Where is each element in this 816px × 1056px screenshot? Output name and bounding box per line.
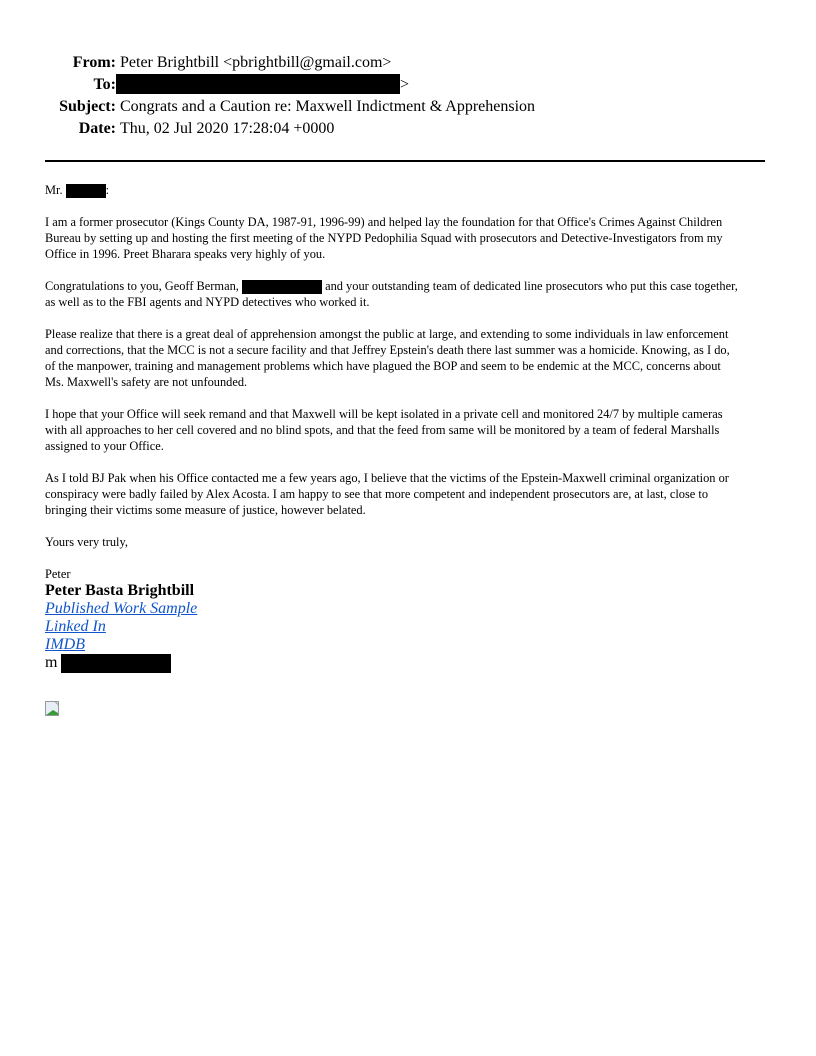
text-line: with all approaches to her cell covered and no blind spots, and that the feed from same will be monitored by a team of federal Marshalls — [45, 423, 720, 438]
subject-value: Congrats and a Caution re: Maxwell Indictment & Apprehension — [120, 98, 536, 115]
email-header — [0, 52, 535, 140]
from-value: Peter Brightbill <pbrightbill@gmail.com> — [120, 54, 392, 71]
greeting — [45, 182, 775, 198]
email-body — [45, 182, 775, 716]
paragraph-3 — [45, 326, 775, 390]
date-row — [0, 118, 535, 140]
subject-label: Subject: — [59, 98, 116, 115]
paragraph-4 — [45, 406, 775, 454]
closing: Yours very truly, — [45, 535, 128, 550]
text-line: Please realize that there is a great deal of apprehension amongst the public at large, and extending to some individuals in law enforcement — [45, 327, 729, 342]
text-segment: Congratulations to you, Geoff Berman, — [45, 279, 242, 294]
to-suffix: > — [400, 76, 410, 93]
text-line: Bureau by setting up and hosting the first meeting of the NYPD Pedophilia Squad with prosecutors and Detective-Investigators from my — [45, 231, 723, 246]
to-label: To: — [93, 76, 116, 93]
broken-image-icon — [45, 701, 62, 716]
text-line: as well as to the FBI agents and NYPD detectives who worked it. — [45, 295, 370, 310]
redaction-box — [66, 184, 106, 198]
greeting-prefix: Mr. — [45, 183, 66, 197]
text-segment: and your outstanding team of dedicated line prosecutors who put this case together, — [321, 279, 738, 294]
linkedin-link[interactable]: Linked In — [45, 618, 106, 636]
from-label: From: — [72, 54, 116, 71]
signature-name: Peter Basta Brightbill — [45, 582, 195, 600]
redaction-box — [116, 74, 400, 94]
paragraph-1 — [45, 214, 775, 262]
first-name: Peter — [45, 567, 71, 582]
mobile-row — [45, 654, 775, 673]
from-row — [0, 52, 535, 74]
text-line: assigned to your Office. — [45, 439, 164, 454]
text-line: conspiracy were badly failed by Alex Acosta. I am happy to see that more competent and independent prosecutors are, at last, close to — [45, 487, 709, 502]
text-line: I am a former prosecutor (Kings County DA, 1987-91, 1996-99) and helped lay the foundation for that Office's Crimes Against Children — [45, 215, 723, 230]
text-line: Ms. Maxwell's safety are not unfounded. — [45, 375, 248, 390]
text-line: of the manpower, training and management problems which have plagued the BOP and seem to be endemic at the MCC, concerns about — [45, 359, 721, 374]
date-value: Thu, 02 Jul 2020 17:28:04 +0000 — [120, 120, 335, 137]
greeting-suffix: : — [105, 183, 110, 197]
text-line: and corrections, that the MCC is not a secure facility and that Jeffrey Epstein's death there last summer was a homicide. Knowing, as I do, — [45, 343, 730, 358]
text-line: As I told BJ Pak when his Office contacted me a few years ago, I believe that the victims of the Epstein-Maxwell criminal organization or — [45, 471, 729, 486]
text-line: bringing their victims some measure of justice, however belated. — [45, 503, 366, 518]
mobile-prefix: m — [45, 654, 62, 672]
text-line: I hope that your Office will seek remand and that Maxwell will be kept isolated in a private cell and monitored 24/7 by multiple cameras — [45, 407, 723, 422]
text-line: Office in 1996. Preet Bharara speaks very highly of you. — [45, 247, 326, 262]
paragraph-2 — [45, 278, 775, 310]
header-divider — [45, 160, 765, 162]
published-work-link[interactable]: Published Work Sample — [45, 600, 198, 618]
text-line — [45, 278, 775, 294]
to-row — [0, 74, 535, 96]
redaction-box — [61, 654, 171, 673]
redaction-box — [242, 280, 322, 294]
subject-row — [0, 96, 535, 118]
paragraph-5 — [45, 470, 775, 518]
date-label: Date: — [78, 120, 116, 137]
imdb-link[interactable]: IMDB — [45, 636, 85, 654]
